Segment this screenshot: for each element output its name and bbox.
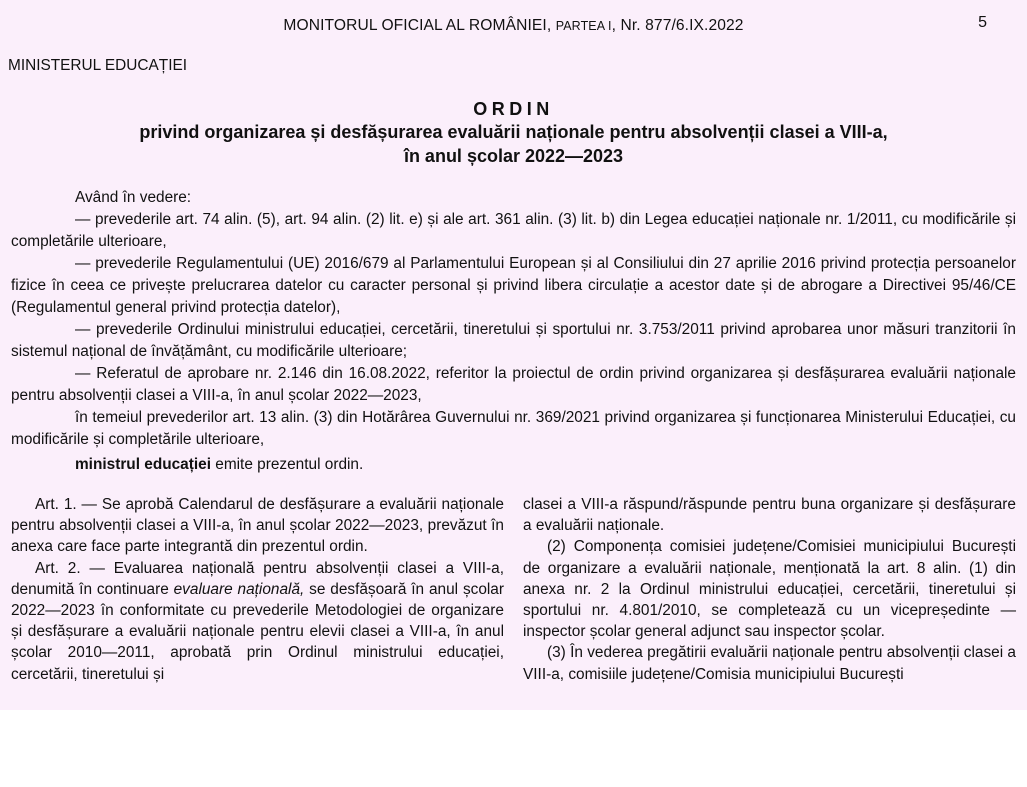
article-1: Art. 1. — Se aprobă Calendarul de desfășurare a evaluării naționale pentru absolvenții clasei a VIII-a, în anul școlar 2022—2023, prevăzut în anexa care face parte integrantă din prezentul ordin.	[11, 496, 504, 556]
paragraph-3: (3) În vederea pregătirii evaluării naționale pentru absolvenții clasei a VIII-a, comisiile județene/Comisia municipiului București	[523, 644, 1016, 683]
preamble-item: — prevederile Ordinului ministrului educației, cercetării, tineretului și sportului nr. 3.753/2011 privind aprobarea unor măsuri tranzitorii în sistemul național de învățământ, cu modificările ulterioare;	[11, 321, 1016, 360]
issuer-title: ministrul educației	[75, 456, 211, 473]
preamble-lead: Având în vedere:	[75, 189, 192, 206]
gazette-header	[0, 17, 1027, 35]
preamble-item: — Referatul de aprobare nr. 2.146 din 16.08.2022, referitor la proiectul de ordin privind organizarea și desfășurarea evaluării naționale pentru absolvenții clasei a VIII-a, în anul școlar 2022—2023,	[11, 365, 1016, 404]
article-2-end: se desfășoară în anul școlar 2022—2023 în conformitate cu prevederile Metodologiei de organizare și desfășurare a evaluării naționale pentru elevii clasei a VIII-a, în anul școlar 2010—2011, aprobată prin Ordinul ministrului educației, cercetării, tineretului și	[11, 580, 504, 683]
gazette-name: MONITORUL OFICIAL AL ROMÂNIEI,	[283, 17, 552, 34]
title-line-2: în anul școlar 2022—2023	[403, 146, 624, 166]
preamble	[11, 187, 1016, 451]
article-2-start: Art. 2. — Evaluarea națională pentru absolvenții clasei a VIII-a, denumită în continuare	[11, 559, 504, 598]
gazette-issue: , Nr. 877/6.IX.2022	[611, 17, 744, 34]
issuer-statement	[75, 456, 363, 474]
article-2-term: evaluare națională,	[173, 580, 305, 598]
preamble-item: — prevederile Regulamentului (UE) 2016/679 al Parlamentului European și al Consiliului din 27 aprilie 2016 privind protecția persoanelor fizice în ceea ce privește prelucrarea datelor cu caracter personal și privind libera circulație a acestor date și de abrogare a Directivei 95/46/CE (Regulamentul general privind protecția datelor),	[11, 255, 1016, 316]
order-title	[0, 98, 1027, 168]
preamble-item: — prevederile art. 74 alin. (5), art. 94 alin. (2) lit. e) și ale art. 361 alin. (3) lit. b) din Legea educației naționale nr. 1/2011, cu modificările și completările ulterioare,	[11, 211, 1016, 250]
paragraph-2: (2) Componența comisiei județene/Comisiei municipiului București de organizare a evaluării naționale, menționată la art. 8 alin. (1) din anexa nr. 2 la Ordinul ministrului educației, cercetării, tineretului și sportului nr. 4.801/2010, se completează cu un vicepreședinte — inspector școlar general adjunct sau inspector școlar.	[523, 538, 1016, 641]
right-column	[523, 494, 1016, 685]
left-column	[11, 494, 504, 685]
issuing-ministry: MINISTERUL EDUCAȚIEI	[8, 57, 188, 74]
gazette-part: PARTEA I	[555, 19, 612, 33]
title-line-1: privind organizarea și desfășurarea evaluării naționale pentru absolvenții clasei a VIII-a,	[139, 122, 888, 142]
article-2	[11, 558, 504, 685]
title-main: ORDIN	[473, 99, 554, 119]
preamble-basis: în temeiul prevederilor art. 13 alin. (3) din Hotărârea Guvernului nr. 369/2021 privind organizarea și funcționarea Ministerului Educației, cu modificările și completările ulterioare,	[11, 409, 1016, 448]
issuer-rest: emite prezentul ordin.	[210, 456, 364, 473]
page-number: 5	[978, 14, 987, 31]
paragraph-continuation: clasei a VIII-a răspund/răspunde pentru buna organizare și desfășurare a evaluării naționale.	[523, 496, 1016, 535]
